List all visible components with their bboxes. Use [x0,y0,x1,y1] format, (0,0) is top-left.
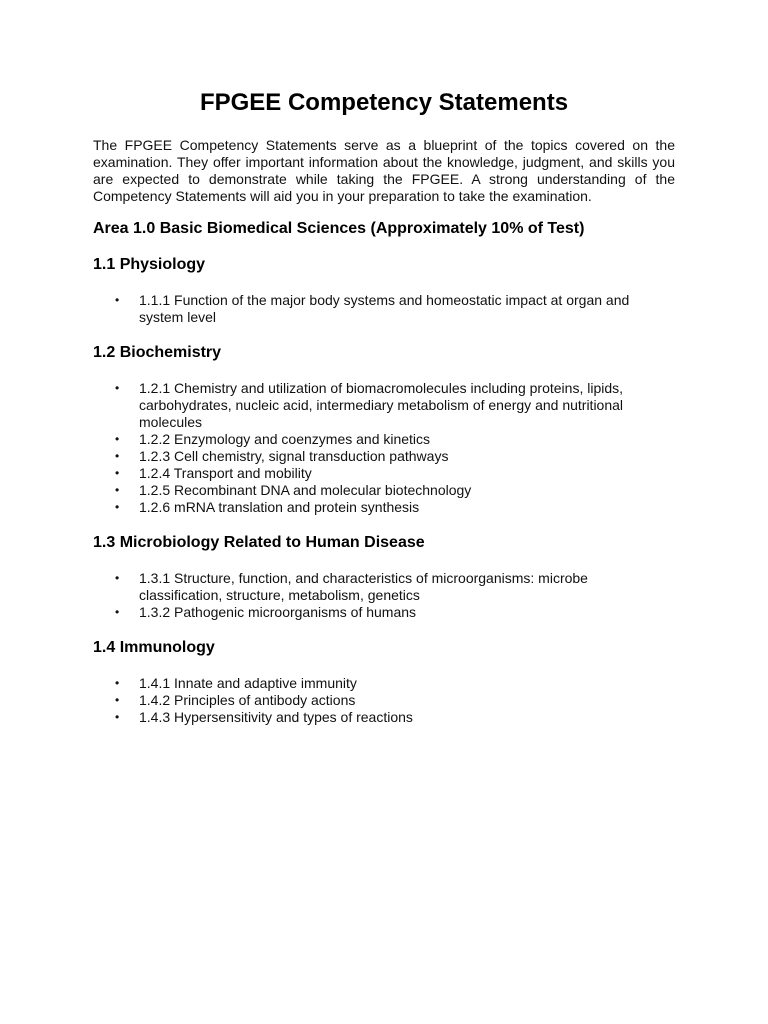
list-item [115,380,675,431]
intro-paragraph: The FPGEE Competency Statements serve as a blueprint of the topics covered on the examination. They offer important information about the knowledge, judgment, and skills you are expected to demonstrate while taking the FPGEE. A strong understanding of the Competency Statements will aid you in your preparation to take the examination. [93,137,675,204]
list-item [115,675,675,692]
page-title: FPGEE Competency Statements [199,89,569,116]
area-heading: Area 1.0 Basic Biomedical Sciences (Approximately 10% of Test) [93,220,585,237]
list-item [115,692,675,709]
bullet-icon: • [115,500,120,514]
item-list [93,570,675,621]
list-item-text: 1.4.3 Hypersensitivity and types of reactions [139,709,413,725]
list-item [115,448,675,465]
item-list [93,380,675,516]
bullet-icon: • [115,432,120,446]
list-item [115,499,675,516]
list-item [115,482,675,499]
bullet-icon: • [115,693,120,707]
list-item-text: 1.2.6 mRNA translation and protein synthesis [139,499,420,515]
section-immunology [93,637,675,726]
bullet-icon: • [115,605,120,619]
list-item [115,292,675,326]
list-item-text: 1.4.2 Principles of antibody actions [139,692,356,708]
bullet-icon: • [115,483,120,497]
list-item [115,570,675,604]
list-item-text: 1.2.2 Enzymology and coenzymes and kinetics [139,431,431,447]
section-heading: 1.2 Biochemistry [93,344,222,361]
document-page [93,86,675,742]
bullet-icon: • [115,676,120,690]
bullet-icon: • [115,466,120,480]
list-item [115,465,675,482]
list-item [115,604,675,621]
section-heading: 1.4 Immunology [93,639,215,656]
list-item [115,431,675,448]
list-item-text: 1.3.2 Pathogenic microorganisms of humans [139,604,417,620]
bullet-icon: • [115,293,120,307]
section-physiology [93,254,675,326]
list-item-text: 1.1.1 Function of the major body systems and homeostatic impact at organ and system level [139,292,630,325]
list-item-text: 1.4.1 Innate and adaptive immunity [139,675,357,691]
section-heading: 1.1 Physiology [93,256,206,273]
section-microbiology [93,532,675,621]
bullet-icon: • [115,710,120,724]
bullet-icon: • [115,449,120,463]
list-item-text: 1.2.4 Transport and mobility [139,465,312,481]
bullet-icon: • [115,571,120,585]
list-item-text: 1.2.1 Chemistry and utilization of biomacromolecules including proteins, lipids, carbohydrates, nucleic acid, intermediary metabolism of energy and nutritional molecules [139,380,624,430]
list-item [115,709,675,726]
list-item-text: 1.2.3 Cell chemistry, signal transduction pathways [139,448,449,464]
bullet-icon: • [115,381,120,395]
list-item-text: 1.2.5 Recombinant DNA and molecular biotechnology [139,482,472,498]
list-item-text: 1.3.1 Structure, function, and characteristics of microorganisms: microbe classification, structure, metabolism, genetics [139,570,588,603]
item-list [93,675,675,726]
section-biochemistry [93,342,675,516]
section-heading: 1.3 Microbiology Related to Human Disease [93,534,425,551]
item-list [93,292,675,326]
